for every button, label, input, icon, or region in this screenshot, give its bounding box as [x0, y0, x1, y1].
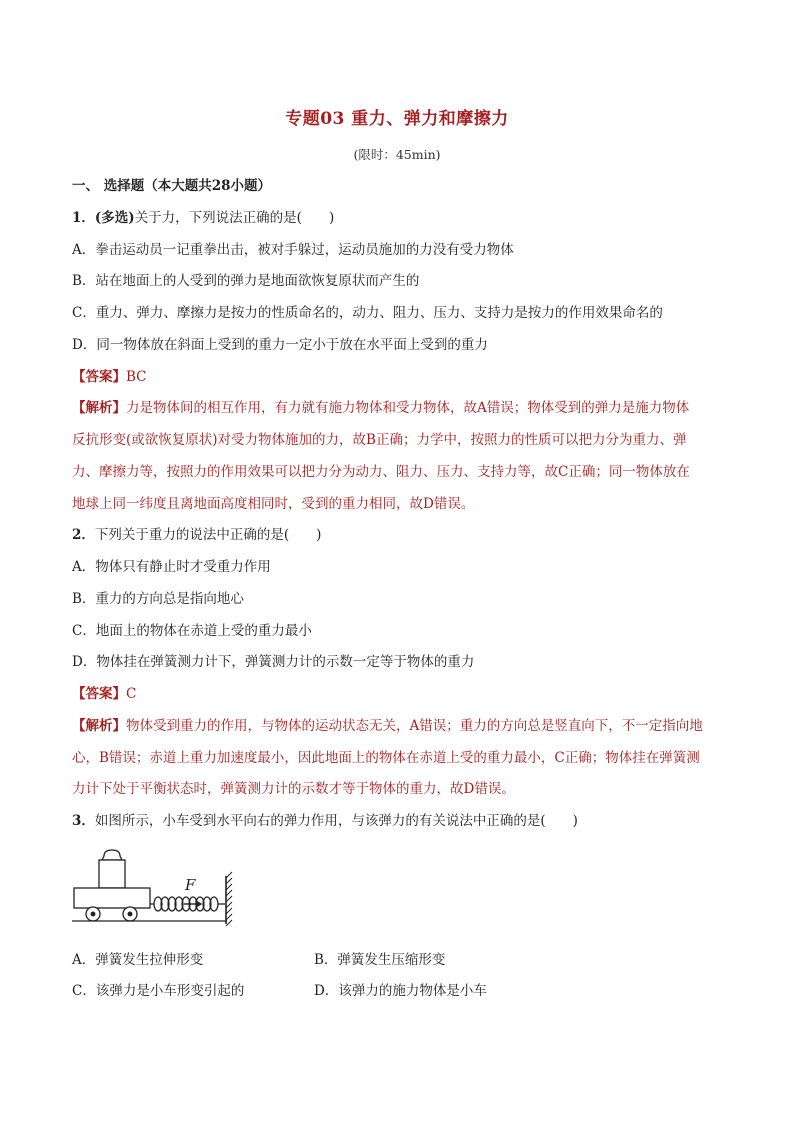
weight-knob [102, 850, 122, 860]
option-a: A．拳击运动员一记重拳出击，被对手躲过，运动员施加的力没有受力物体 [72, 242, 514, 258]
analysis-line: 力计下处于平衡状态时，弹簧测力计的示数才等于物体的重力，故D错误。 [72, 781, 515, 797]
options-row [72, 981, 732, 1001]
question-number: 2． [72, 527, 95, 543]
question-number: 1． [72, 210, 95, 226]
question-tag: (多选) [94, 210, 135, 226]
analysis-line: 力、摩擦力等，按照力的作用效果可以把力分为动力、阻力、压力、支持力等，故C正确；同一物体放在 [72, 464, 690, 480]
time-limit: (限时：45min) [353, 147, 441, 162]
cart-wheel-hub [91, 912, 95, 916]
analysis-line [72, 398, 732, 418]
force-label: F [185, 876, 196, 894]
analysis-label: 【解析】 [72, 400, 126, 416]
answer-value: BC [126, 369, 147, 385]
option-d: D．该弹力的施力物体是小车 [314, 983, 487, 999]
option-b: B．重力的方向总是指向地心 [72, 591, 244, 607]
analysis-line: 反抗形变(或欲恢复原状)对受力物体施加的力，故B正确；力学中，按照力的性质可以把力分为重力、弹 [72, 432, 687, 448]
weight-block [99, 860, 125, 888]
cart-wheel-hub [128, 912, 132, 916]
option-c: C．该弹力是小车形变引起的 [72, 983, 245, 999]
option-b: B．弹簧发生压缩形变 [314, 952, 446, 968]
analysis-label: 【解析】 [72, 718, 126, 734]
answer-line [72, 367, 732, 387]
answer-label: 【答案】 [72, 369, 126, 385]
option-c: C．重力、弹力、摩擦力是按力的性质命名的，动力、阻力、压力、支持力是按力的作用效果命名的 [72, 305, 663, 321]
analysis-text: 物体受到重力的作用，与物体的运动状态无关，A错误；重力的方向总是竖直向下，不一定指向地 [126, 718, 703, 734]
option-d: D．物体挂在弹簧测力计下，弹簧测力计的示数一定等于物体的重力 [72, 654, 475, 670]
option-a: A．物体只有静止时才受重力作用 [72, 559, 271, 575]
analysis-line: 地球上同一纬度且离地面高度相同时，受到的重力相同，故D错误。 [72, 496, 475, 512]
cart-spring-figure [72, 846, 242, 930]
analysis-line [72, 716, 732, 736]
question-text: 下列关于重力的说法中正确的是( ) [94, 527, 322, 543]
options-row [72, 950, 732, 970]
question-2-stem [72, 525, 732, 545]
option-d: D．同一物体放在斜面上受到的重力一定小于放在水平面上受到的重力 [72, 337, 488, 353]
cart-body [74, 888, 150, 908]
analysis-line: 心，B错误；赤道上重力加速度最小，因此地面上的物体在赤道上受的重力最小，C正确；物体挂在弹簧测 [72, 750, 700, 766]
option-b: B．站在地面上的人受到的弹力是地面欲恢复原状而产生的 [72, 273, 420, 289]
question-3-stem [72, 811, 732, 831]
option-a: A．弹簧发生拉伸形变 [72, 952, 204, 968]
question-1-stem [72, 208, 732, 228]
document-title: 专题03 重力、弹力和摩擦力 [285, 109, 509, 129]
section-header: 一、 选择题（本大题共28小题） [72, 178, 271, 194]
question-text: 关于力，下列说法正确的是( ) [134, 210, 335, 226]
answer-label: 【答案】 [72, 686, 126, 702]
wall-hatching [226, 872, 232, 926]
analysis-text: 力是物体间的相互作用，有力就有施力物体和受力物体，故A错误；物体受到的弹力是施力物体 [126, 400, 690, 416]
question-number: 3． [72, 813, 95, 829]
option-c: C．地面上的物体在赤道上受的重力最小 [72, 623, 312, 639]
answer-value: C [126, 686, 137, 702]
force-arrowhead [196, 901, 201, 907]
question-text: 如图所示，小车受到水平向右的弹力作用，与该弹力的有关说法中正确的是( ) [94, 813, 578, 829]
answer-line [72, 684, 732, 704]
